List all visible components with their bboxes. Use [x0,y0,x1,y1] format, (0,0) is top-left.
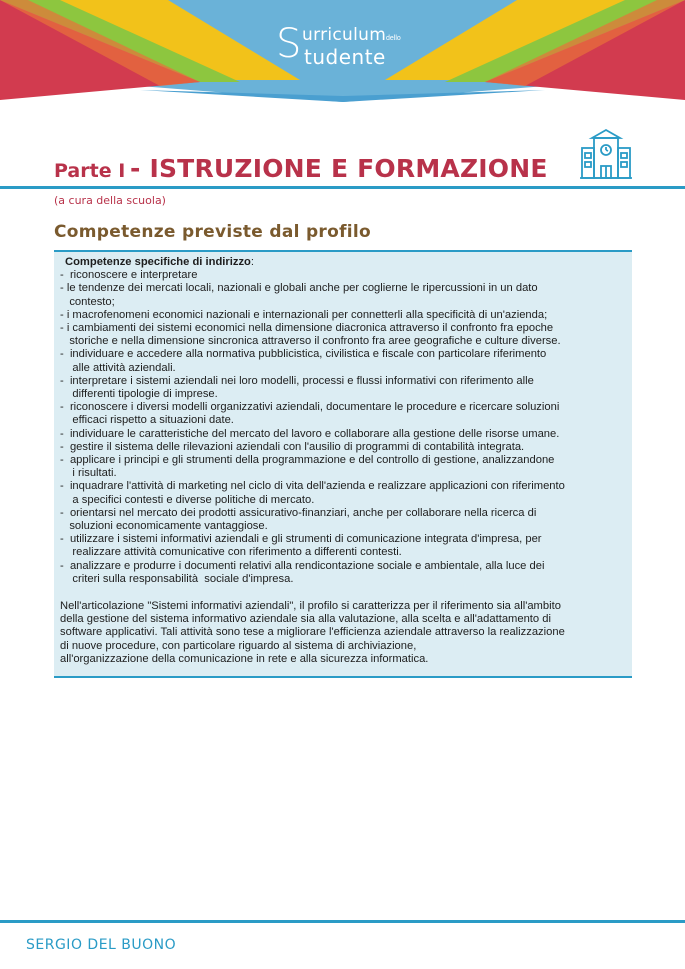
logo-curriculum-text: urriculum [302,25,387,45]
competence-line: efficaci rispetto a situazioni date. [60,414,234,427]
competence-line: - individuare le caratteristiche del mercato del lavoro e collaborare alla gestione delle risorse umane. [60,427,560,440]
competence-line: realizzare attività comunicative con riferimento a differenti contesti. [60,546,402,559]
paragraph-line: Nell'articolazione "Sistemi informativi aziendali", il profilo si caratterizza per il riferimento sia all'ambito [60,600,561,613]
bottom-divider [0,920,685,923]
competences-list [60,269,630,586]
student-name: SERGIO DEL BUONO [26,937,177,953]
competences-heading: Competenze previste dal profilo [54,222,372,242]
competence-line: differenti tipologie di imprese. [60,388,218,401]
logo-s-glyph: S [276,21,302,67]
part-heading [54,152,614,186]
top-divider [0,186,685,189]
part-label: Parte I [54,160,126,182]
competences-box [54,250,632,678]
competence-line: - inquadrare l'attività di marketing nel ciclo di vita dell'azienda e realizzare applicazioni con riferimento [60,480,565,493]
specific-competences-colon: : [250,256,254,268]
competence-line: alle attività aziendali. [60,361,176,374]
paragraph-line: all'organizzazione della comunicazione in rete e alla sicurezza informatica. [60,652,429,665]
specific-competences-label: Competenze specifiche di indirizzo [65,256,251,268]
paragraph-line: di nuove procedure, con particolare riguardo al sistema di archiviazione, [60,639,417,652]
competence-line: - i macrofenomeni economici nazionali e internazionali per connetterli alla specificità di un'azienda; [60,308,548,321]
competences-content [60,256,630,666]
competence-line: i risultati. [60,467,117,480]
logo-studente-text: tudente [304,45,386,69]
paragraph-line: della gestione del sistema informativo aziendale sia alla valutazione, alla scelta e all'adattamento di [60,613,551,626]
competence-line: - i cambiamenti dei sistemi economici nella dimensione diacronica attraverso il confronto fra epoche [60,322,554,335]
competence-line: - interpretare i sistemi aziendali nei loro modelli, processi e flussi informativi con riferimento alle [60,374,534,387]
section-title: - ISTRUZIONE E FORMAZIONE [130,154,548,183]
competence-line: - le tendenze dei mercati locali, nazionali e globali anche per coglierne le ripercussioni in un dato [60,282,538,295]
competence-line: - orientarsi nel mercato dei prodotti assicurativo-finanziari, anche per collaborare nella ricerca di [60,506,537,519]
part-subtitle: (a cura della scuola) [54,194,166,207]
logo-dello-text: dello [386,35,401,42]
competence-line: - riconoscere i diversi modelli organizzativi aziendali, documentare le procedure e ricercare soluzioni [60,401,560,414]
competence-line: soluzioni economicamente vantaggiose. [60,520,268,533]
competence-line: contesto; [60,295,115,308]
competence-line: - analizzare e produrre i documenti relativi alla rendicontazione sociale e ambientale, alla luce dei [60,559,545,572]
specific-competences-line [60,256,630,269]
curriculum-dello-studente-logo [270,20,420,72]
paragraph-line: software applicativi. Tali attività sono tese a migliorare l'efficienza aziendale attraverso la realizzazione [60,626,565,639]
competence-line: - utilizzare i sistemi informativi aziendali e gli strumenti di comunicazione integrata d'impresa, per [60,533,542,546]
competence-line: criteri sulla responsabilità sociale d'impresa. [60,572,294,585]
competence-line: - applicare i principi e gli strumenti della programmazione e del controllo di gestione, analizzandone [60,454,555,467]
competence-line: - individuare e accedere alla normativa pubblicistica, civilistica e fiscale con particolare riferimento [60,348,547,361]
competence-line: a specifici contesti e diverse politiche di mercato. [60,493,315,506]
competences-paragraph [60,600,630,666]
school-building-icon [580,128,632,182]
competence-line: - riconoscere e interpretare [60,269,198,282]
spacer [60,586,630,600]
competence-line: - gestire il sistema delle rilevazioni aziendali con l'ausilio di programmi di contabilità integrata. [60,440,525,453]
competence-line: storiche e nella dimensione sincronica attraverso il confronto fra aree geografiche e culture diverse. [60,335,561,348]
